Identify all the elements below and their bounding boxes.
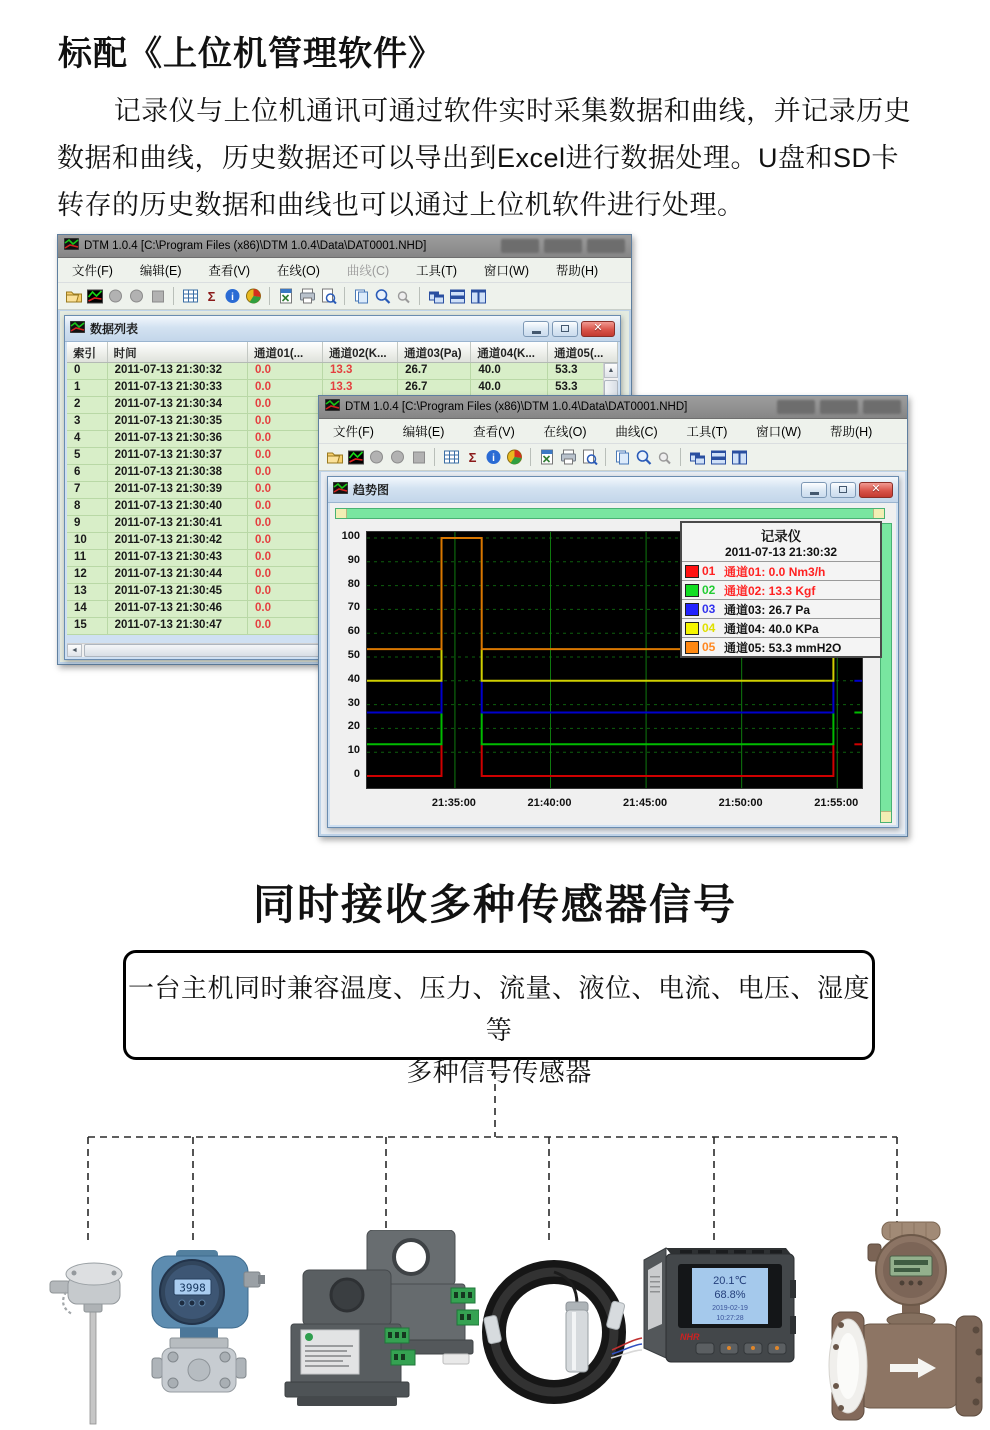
series-line-通道03: [367, 681, 442, 713]
sensor-box-line1: 一台主机同时兼容温度、压力、流量、液位、电流、电压、湿度等: [127, 973, 870, 1045]
print-preview-icon[interactable]: [580, 449, 598, 466]
pie-chart-icon[interactable]: [505, 449, 523, 466]
copy-icon[interactable]: [352, 288, 370, 305]
cell-ch01: 0.0: [248, 380, 323, 396]
cell-ch01: 0.0: [248, 516, 323, 532]
cell-index: 13: [67, 584, 108, 600]
window1-titlebar[interactable]: [58, 235, 631, 258]
y-axis-tick-label: 40: [347, 672, 360, 685]
electromagnetic-flowmeter-image: [810, 1212, 988, 1430]
restore-button[interactable]: [830, 482, 856, 498]
cell-ch01: 0.0: [248, 397, 323, 413]
cell-ch01: 0.0: [248, 550, 323, 566]
scrollbar-end-square[interactable]: [336, 509, 347, 518]
menu-item-window2[interactable]: 编辑(E): [402, 425, 445, 439]
svg-text:i: i: [230, 292, 234, 303]
cell-time: 2011-07-13 21:30:36: [108, 431, 248, 447]
cell-time: 2011-07-13 21:30:39: [108, 482, 248, 498]
meter-lcd-line3: 2019-02-19: [712, 1305, 748, 1312]
minimize-button[interactable]: [801, 482, 827, 498]
cell-index: 3: [67, 414, 108, 430]
meter-lcd-line4: 10:27:28: [716, 1315, 744, 1322]
svg-text:Σ: Σ: [207, 289, 215, 304]
legend-row: [682, 637, 880, 656]
app-icon: [325, 398, 340, 416]
menu-item-window1[interactable]: 文件(F): [72, 264, 113, 278]
close-button[interactable]: ✕: [581, 321, 615, 337]
document-icon: [333, 481, 348, 499]
menu-item-window2[interactable]: 工具(T): [686, 425, 728, 439]
legend-channel-number: 05: [702, 640, 716, 654]
cell-ch01: 0.0: [248, 618, 323, 634]
print-icon[interactable]: [298, 288, 316, 305]
meter-brand-logo: NHR: [680, 1332, 700, 1342]
series-line-通道01: [482, 744, 834, 776]
current-transformer-image: [283, 1230, 479, 1422]
section1-paragraph: 记录仪与上位机通讯可通过软件实时采集数据和曲线，并记录历史数据和曲线，历史数据还可以导出到Excel进行数据处理。U盘和SD卡转存的历史数据和曲线也可以通过上位机软件进行处理。: [57, 96, 912, 220]
cell-time: 2011-07-13 21:30:41: [108, 516, 248, 532]
menu-item-window1[interactable]: 编辑(E): [139, 264, 182, 278]
y-axis-tick-label: 0: [353, 768, 360, 780]
cell-index: 5: [67, 448, 108, 464]
column-header[interactable]: 通道02(K...: [323, 342, 398, 362]
menu-item-window1[interactable]: 在线(O): [276, 264, 320, 278]
stop-icon[interactable]: [148, 288, 166, 305]
zoom-disabled-icon[interactable]: [394, 288, 412, 305]
column-header[interactable]: 通道01(...: [248, 342, 323, 362]
scrollbar-end-square[interactable]: [873, 509, 884, 518]
cell-time: 2011-07-13 21:30:45: [108, 584, 248, 600]
close-button[interactable]: ✕: [859, 482, 893, 498]
cell-index: 6: [67, 465, 108, 481]
open-file-icon[interactable]: [64, 288, 82, 305]
pie-chart-icon[interactable]: [244, 288, 262, 305]
cell-ch01: 0.0: [248, 414, 323, 430]
column-header[interactable]: 通道05(...: [548, 342, 618, 362]
zoom-icon[interactable]: [373, 288, 391, 305]
cell-index: 12: [67, 567, 108, 583]
toolbar-separator: [173, 287, 174, 305]
scroll-up-icon[interactable]: ▲: [604, 363, 618, 378]
y-axis-tick-label: 80: [347, 577, 360, 590]
window2-title: DTM 1.0.4 [C:\Program Files (x86)\DTM 1.0.4\Data\DAT0001.NHD]: [345, 401, 688, 413]
sensor-box-line2: 多种信号传感器: [406, 1057, 592, 1087]
data-list-title: 数据列表: [90, 322, 139, 336]
cell-ch01: 0.0: [248, 448, 323, 464]
legend-row: [682, 599, 880, 618]
svg-text:i: i: [491, 453, 495, 464]
pressure-lcd-value: 3998: [179, 1281, 206, 1295]
toolbar-separator: [680, 448, 681, 466]
menu-item-window1[interactable]: 曲线(C): [346, 264, 390, 278]
tile-vertical-icon[interactable]: [730, 449, 748, 466]
cell-ch05: 53.3: [548, 380, 618, 396]
menu-item-window1[interactable]: 查看(V): [208, 264, 251, 278]
column-header[interactable]: 时间: [108, 342, 248, 362]
cell-time: 2011-07-13 21:30:42: [108, 533, 248, 549]
table-row[interactable]: [67, 363, 618, 380]
cell-time: 2011-07-13 21:30:46: [108, 601, 248, 617]
data-grid-icon[interactable]: [442, 449, 460, 466]
cell-index: 7: [67, 482, 108, 498]
cell-time: 2011-07-13 21:30:34: [108, 397, 248, 413]
info-icon[interactable]: [484, 449, 502, 466]
cell-ch01: 0.0: [248, 584, 323, 600]
legend-swatch: [685, 603, 699, 616]
meter-lcd-line1: 20.1℃: [713, 1275, 747, 1287]
app-icon: [64, 237, 79, 255]
legend-channel-number: 01: [702, 564, 716, 578]
section2-title: 同时接收多种传感器信号: [252, 881, 737, 928]
legend-timestamp: 2011-07-13 21:30:32: [724, 545, 838, 559]
column-header[interactable]: 通道03(Pa): [398, 342, 471, 362]
column-header[interactable]: 索引: [67, 342, 108, 362]
y-axis-tick-label: 90: [347, 553, 360, 566]
chart-horizontal-scrollbar[interactable]: [335, 508, 885, 519]
data-list-titlebar[interactable]: [65, 316, 620, 342]
column-header[interactable]: 通道04(K...: [471, 342, 548, 362]
export-excel-icon[interactable]: [538, 449, 556, 466]
cell-ch04: 40.0: [471, 380, 548, 396]
cell-index: 11: [67, 550, 108, 566]
level-probe-image: [476, 1238, 644, 1422]
legend-channel-number: 02: [702, 583, 716, 597]
cell-index: 8: [67, 499, 108, 515]
legend-channel-number: 03: [702, 602, 716, 616]
window2-toolbar: [319, 444, 907, 471]
legend-swatch: [685, 565, 699, 578]
menu-item-window2[interactable]: 帮助(H): [829, 425, 873, 439]
tile-horizontal-icon[interactable]: [448, 288, 466, 305]
legend-channel-label: 通道01: 0.0 Nm3/h: [724, 564, 826, 579]
pressure-transmitter-image: [136, 1248, 266, 1416]
zoom-disabled-icon[interactable]: [655, 449, 673, 466]
toolbar-separator: [530, 448, 531, 466]
menu-item-window2[interactable]: 查看(V): [473, 425, 515, 439]
cell-index: 4: [67, 431, 108, 447]
legend-swatch: [685, 641, 699, 654]
sigma-icon[interactable]: [463, 449, 481, 466]
window1-title: DTM 1.0.4 [C:\Program Files (x86)\DTM 1.0.4\Data\DAT0001.NHD]: [84, 240, 427, 252]
cell-ch01: 0.0: [248, 499, 323, 515]
trend-titlebar[interactable]: [328, 477, 898, 503]
window2-client-area: [321, 472, 905, 834]
cell-time: 2011-07-13 21:30:47: [108, 618, 248, 634]
restore-button[interactable]: [552, 321, 578, 337]
minimize-button[interactable]: [523, 321, 549, 337]
legend-row: [682, 618, 880, 637]
tile-vertical-icon[interactable]: [469, 288, 487, 305]
menu-item-window1[interactable]: 窗口(W): [483, 264, 529, 278]
section1-title: 标配《上位机管理软件》: [58, 35, 443, 73]
cell-index: 10: [67, 533, 108, 549]
cell-ch02: 13.3: [323, 380, 398, 396]
info-icon[interactable]: [223, 288, 241, 305]
window2-window-controls[interactable]: [777, 400, 901, 414]
window1-toolbar: [58, 283, 631, 310]
cell-index: 14: [67, 601, 108, 617]
toolbar-separator: [344, 287, 345, 305]
y-axis-tick-label: 100: [341, 530, 360, 542]
x-axis-tick-label: 21:40:00: [527, 797, 572, 809]
y-axis-tick-label: 30: [347, 696, 360, 709]
record-1-icon[interactable]: [106, 288, 124, 305]
cell-ch01: 0.0: [248, 601, 323, 617]
cell-index: 0: [67, 363, 108, 379]
cell-ch01: 0.0: [248, 533, 323, 549]
legend-channel-label: 通道04: 40.0 KPa: [724, 621, 819, 636]
window2-titlebar[interactable]: [319, 396, 907, 419]
series-line-通道03: [482, 681, 834, 713]
y-axis-tick-label: 20: [347, 720, 360, 733]
x-axis-tick-label: 21:55:00: [814, 797, 859, 809]
scrollbar-end-square[interactable]: [881, 811, 891, 822]
sensor-compat-box: [123, 950, 875, 1087]
print-preview-icon[interactable]: [319, 288, 337, 305]
legend-row: [682, 580, 880, 599]
toolbar-separator: [419, 287, 420, 305]
chart-legend: [680, 521, 882, 658]
y-axis-tick-label: 50: [347, 649, 360, 661]
print-icon[interactable]: [559, 449, 577, 466]
legend-swatch: [685, 622, 699, 635]
menu-item-window1[interactable]: 工具(T): [416, 264, 457, 278]
cell-index: 9: [67, 516, 108, 532]
menu-item-window2[interactable]: 窗口(W): [756, 425, 802, 439]
toolbar-separator: [434, 448, 435, 466]
data-grid-icon[interactable]: [181, 288, 199, 305]
cell-time: 2011-07-13 21:30:32: [108, 363, 248, 379]
cell-time: 2011-07-13 21:30:33: [108, 380, 248, 396]
window1-window-controls[interactable]: [501, 239, 625, 253]
cell-time: 2011-07-13 21:30:44: [108, 567, 248, 583]
cell-time: 2011-07-13 21:30:43: [108, 550, 248, 566]
y-axis-tick-label: 70: [347, 601, 360, 614]
legend-channel-label: 通道05: 53.3 mmH2O: [724, 640, 842, 655]
meter-lcd-line2: 68.8%: [714, 1289, 746, 1301]
export-excel-icon[interactable]: [277, 288, 295, 305]
open-file-icon[interactable]: [325, 449, 343, 466]
cell-ch01: 0.0: [248, 482, 323, 498]
legend-channel-label: 通道03: 26.7 Pa: [724, 602, 811, 617]
cell-ch02: 13.3: [323, 363, 398, 379]
cell-ch01: 0.0: [248, 567, 323, 583]
record-1-icon[interactable]: [367, 449, 385, 466]
series-line-通道04: [367, 649, 442, 681]
toolbar-separator: [269, 287, 270, 305]
svg-text:Σ: Σ: [468, 450, 476, 465]
legend-channel-number: 04: [702, 621, 716, 635]
cell-ch03: 26.7: [398, 380, 471, 396]
panel-meter-image: [640, 1236, 798, 1370]
copy-icon[interactable]: [613, 449, 631, 466]
series-line-通道01: [367, 744, 442, 776]
cell-ch01: 0.0: [248, 431, 323, 447]
app-window-trend: [318, 395, 908, 837]
table-header-row: [67, 342, 618, 363]
legend-channel-label: 通道02: 13.3 Kgf: [724, 583, 816, 598]
menu-item-window2[interactable]: 文件(F): [333, 425, 374, 439]
y-axis-tick-label: 60: [347, 625, 360, 638]
toolbar-separator: [605, 448, 606, 466]
temperature-sensor-image: [44, 1252, 144, 1430]
cascade-windows-icon[interactable]: [688, 449, 706, 466]
trend-view-icon[interactable]: [346, 449, 364, 466]
legend-title: 记录仪: [760, 529, 802, 544]
window1-menubar: [58, 258, 631, 283]
legend-swatch: [685, 584, 699, 597]
cell-ch01: 0.0: [248, 363, 323, 379]
cell-ch03: 26.7: [398, 363, 471, 379]
stop-icon[interactable]: [409, 449, 427, 466]
cell-index: 1: [67, 380, 108, 396]
x-axis-tick-label: 21:45:00: [623, 797, 668, 809]
zoom-icon[interactable]: [634, 449, 652, 466]
chart-body: [330, 503, 896, 825]
trend-view-icon[interactable]: [85, 288, 103, 305]
cell-time: 2011-07-13 21:30:38: [108, 465, 248, 481]
cell-index: 15: [67, 618, 108, 634]
record-2-icon[interactable]: [388, 449, 406, 466]
cell-ch01: 0.0: [248, 465, 323, 481]
cell-time: 2011-07-13 21:30:40: [108, 499, 248, 515]
trend-title: 趋势图: [353, 483, 390, 497]
cell-ch04: 40.0: [471, 363, 548, 379]
cell-time: 2011-07-13 21:30:37: [108, 448, 248, 464]
cell-index: 2: [67, 397, 108, 413]
cascade-windows-icon[interactable]: [427, 288, 445, 305]
scroll-left-icon[interactable]: ◄: [67, 644, 82, 657]
record-2-icon[interactable]: [127, 288, 145, 305]
menu-item-window2[interactable]: 曲线(C): [615, 425, 658, 439]
document-icon: [70, 320, 85, 338]
menu-item-window1[interactable]: 帮助(H): [555, 264, 599, 278]
legend-row: [682, 561, 880, 580]
cell-time: 2011-07-13 21:30:35: [108, 414, 248, 430]
tile-horizontal-icon[interactable]: [709, 449, 727, 466]
x-axis-tick-label: 21:50:00: [718, 797, 763, 809]
x-axis-tick-label: 21:35:00: [431, 797, 476, 809]
trend-chart-window: [327, 476, 899, 828]
menu-item-window2[interactable]: 在线(O): [543, 425, 587, 439]
sigma-icon[interactable]: [202, 288, 220, 305]
y-axis-tick-label: 10: [347, 744, 360, 757]
window2-menubar: [319, 419, 907, 444]
cell-ch05: 53.3: [548, 363, 618, 379]
